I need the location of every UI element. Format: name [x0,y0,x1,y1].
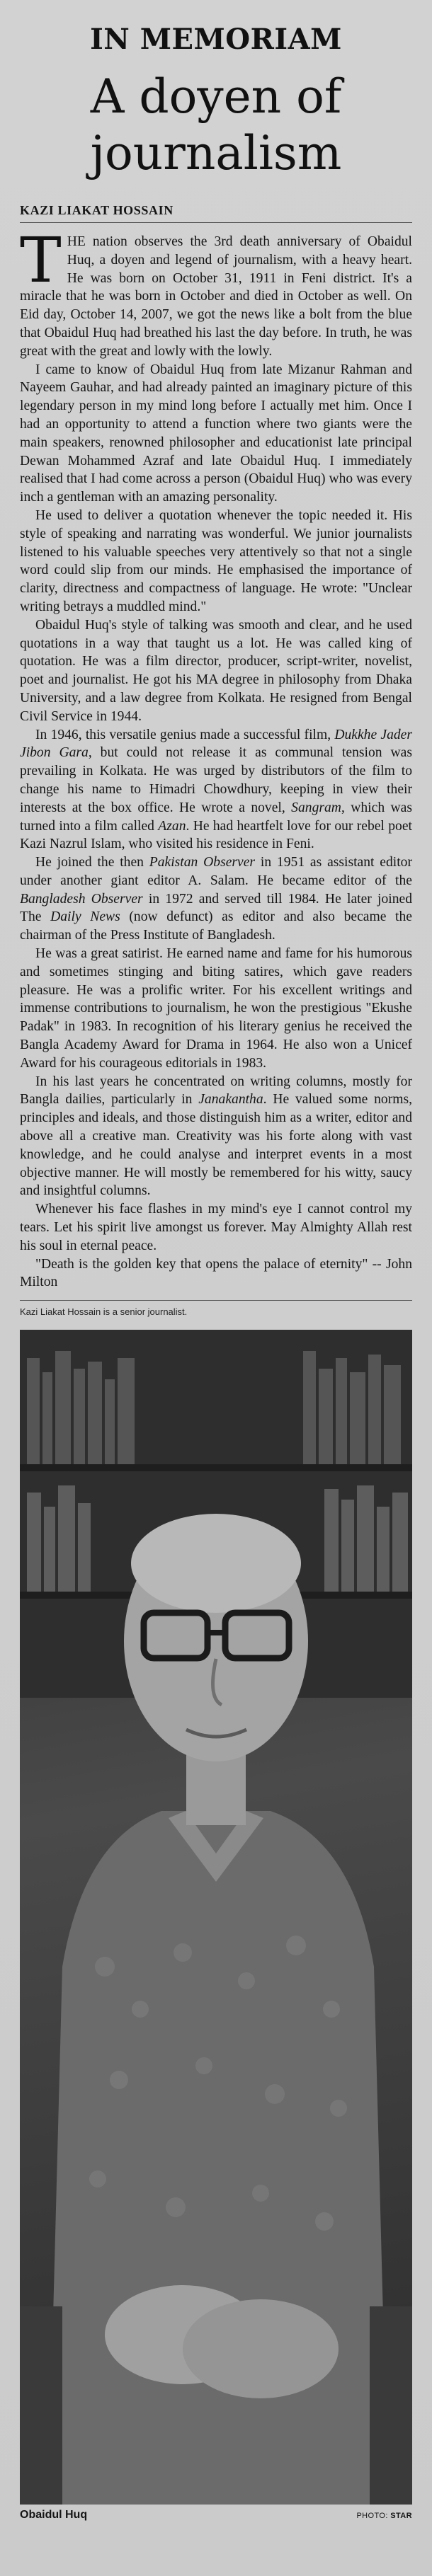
byline: KAZI LIAKAT HOSSAIN [20,203,412,223]
paragraph-4: Obaidul Huq's style of talking was smooth and clear, and he used quotations in a way that taught us a lot. He was called king of quotation. He was a film director, producer, script-writer, novelist, poet and journalist. He got his MA degree in philosophy from Dhaka University, and a law degree from Kolkata. He resigned from Bengal Civil Service in 1944. [20,617,412,724]
article-body [20,224,413,1292]
paragraph-5-text-b: , but could not release it as communal tension was prevailing in Kolkata. He was urged by distributors of the film to change his name to Himadri Chowdhury, keeping in view their interests at the box office. He wrote a novel, [20,745,412,815]
paragraph-8-text-b: . He valued some norms, principles and ideals, and those distinguish him as a writer, editor and above all a creative man. Creativity was his forte along with vast knowledge, and he could analyse and interpret events in a most objective manner. He will mostly be remembered for his witty, saucy and insightful columns. [20,1092,413,1199]
paragraph-5-text-d: . He had heartfelt love for our rebel poet Kazi Nazrul Islam, who visited his residence in Feni. [20,818,412,852]
paragraph-1-text: HE nation observes the 3rd death anniversary of Obaidul Huq, a doyen and legend of journalism, with a heavy heart. He was born on October 31, 1911 in Feni district. It's a miracle that he was born in October and died in October as well. On Eid day, October 14, 2007, we got the news like a bolt from the blue that Obaidul Huq had breathed his last the day before. In truth, he was great with the great and lowly with the lowly. [20,234,412,359]
photo-credit [356,2512,412,2520]
paragraph-2: I came to know of Obaidul Huq from late Mizanur Rahman and Nayeem Gauhar, and had already painted an imaginary picture of this legendary person in my mind long before I actually met him. Once I had an opportunity to attend a function where two giants were the main speakers, renowned philosopher and educationist late principal Dewan Mohammed Azraf and late Obaidul Huq. I immediately realised that I had come across a person (Obaidul Huq) who was every inch a gentleman with an amazing personality. [20,362,412,505]
photo-caption: Obaidul Huq [20,2509,88,2522]
film-title-2: Azan [158,818,186,834]
novel-title: Sangram [291,800,341,815]
closing-quote: "Death is the golden key that opens the palace of eternity" -- John Milton [20,1256,412,1290]
newspaper-title-3: Daily News [50,909,120,925]
headline [10,69,422,182]
newspaper-title-1: Pakistan Observer [149,855,256,870]
photo-credit-prefix: PHOTO: [356,2512,391,2521]
author-note: Kazi Liakat Hossain is a senior journalist. [20,1300,412,1317]
portrait-photo [20,1330,412,2505]
paragraph-6-text-b: in 1951 as assistant editor under another giant editor A. Salam. He became editor of the [20,855,412,888]
paragraph-5-text-c: , which was turned into a film called [20,800,412,834]
newspaper-title-2: Bangladesh Observer [20,891,143,907]
paragraph-7: He was a great satirist. He earned name and fame for his humorous and sometimes stinging and biting satires, which gave readers pleasure. He was a prolific writer. For his excellent writings and immense contributions to journalism, he won the prestigious "Ekushe Padak" in 1983. In recognition of his literary genius he received the Bangla Academy Award for Drama in 1964. He also won a Unicef Award for his courageous editorials in 1983. [20,946,412,1071]
paragraph-6-text-a: He joined the then [35,855,149,870]
paragraph-9: Whenever his face flashes in my mind's eye I cannot control my tears. Let his spirit live amongst us forever. May Almighty Allah rest his soul in eternal peace. [20,1202,412,1253]
paragraph-5 [20,726,412,854]
portrait-illustration [20,1330,412,2505]
section-label: IN MEMORIAM [90,23,342,56]
drop-cap: T [20,224,62,297]
paragraph-8-text-a: In his last years he concentrated on writing columns, mostly for Bangla dailies, particularly in [20,1074,412,1108]
headline-line-2: journalism [90,126,342,180]
photo-credit-source: STAR [390,2512,412,2521]
paragraph-3: He used to deliver a quotation whenever the topic needed it. His style of speaking and narrating was wonderful. We junior journalists listened to his valuable speeches very attentively so that not a single word could slip from our minds. He emphasised the importance of clarity, directness and compactness of language. He wrote: "Unclear writing betrays a muddled mind." [20,507,412,614]
paragraph-5-text-a: In 1946, this versatile genius made a successful film, [35,727,335,742]
photo-caption-row [20,2509,412,2522]
paragraph-1 [20,224,412,361]
headline-line-1: A doyen of [90,69,342,124]
paragraph-8 [20,1073,412,1201]
paragraph-6-text-c: in 1972 and served till 1984. He later joined The [20,891,412,925]
newspaper-title-4: Janakantha [198,1092,263,1108]
paragraph-6-text-d: (now defunct) as editor and also became the chairman of the Press Institute of Bangladesh. [20,909,412,943]
paragraph-6 [20,853,412,945]
film-title: Dukkhe Jader Jibon Gara [20,727,412,761]
